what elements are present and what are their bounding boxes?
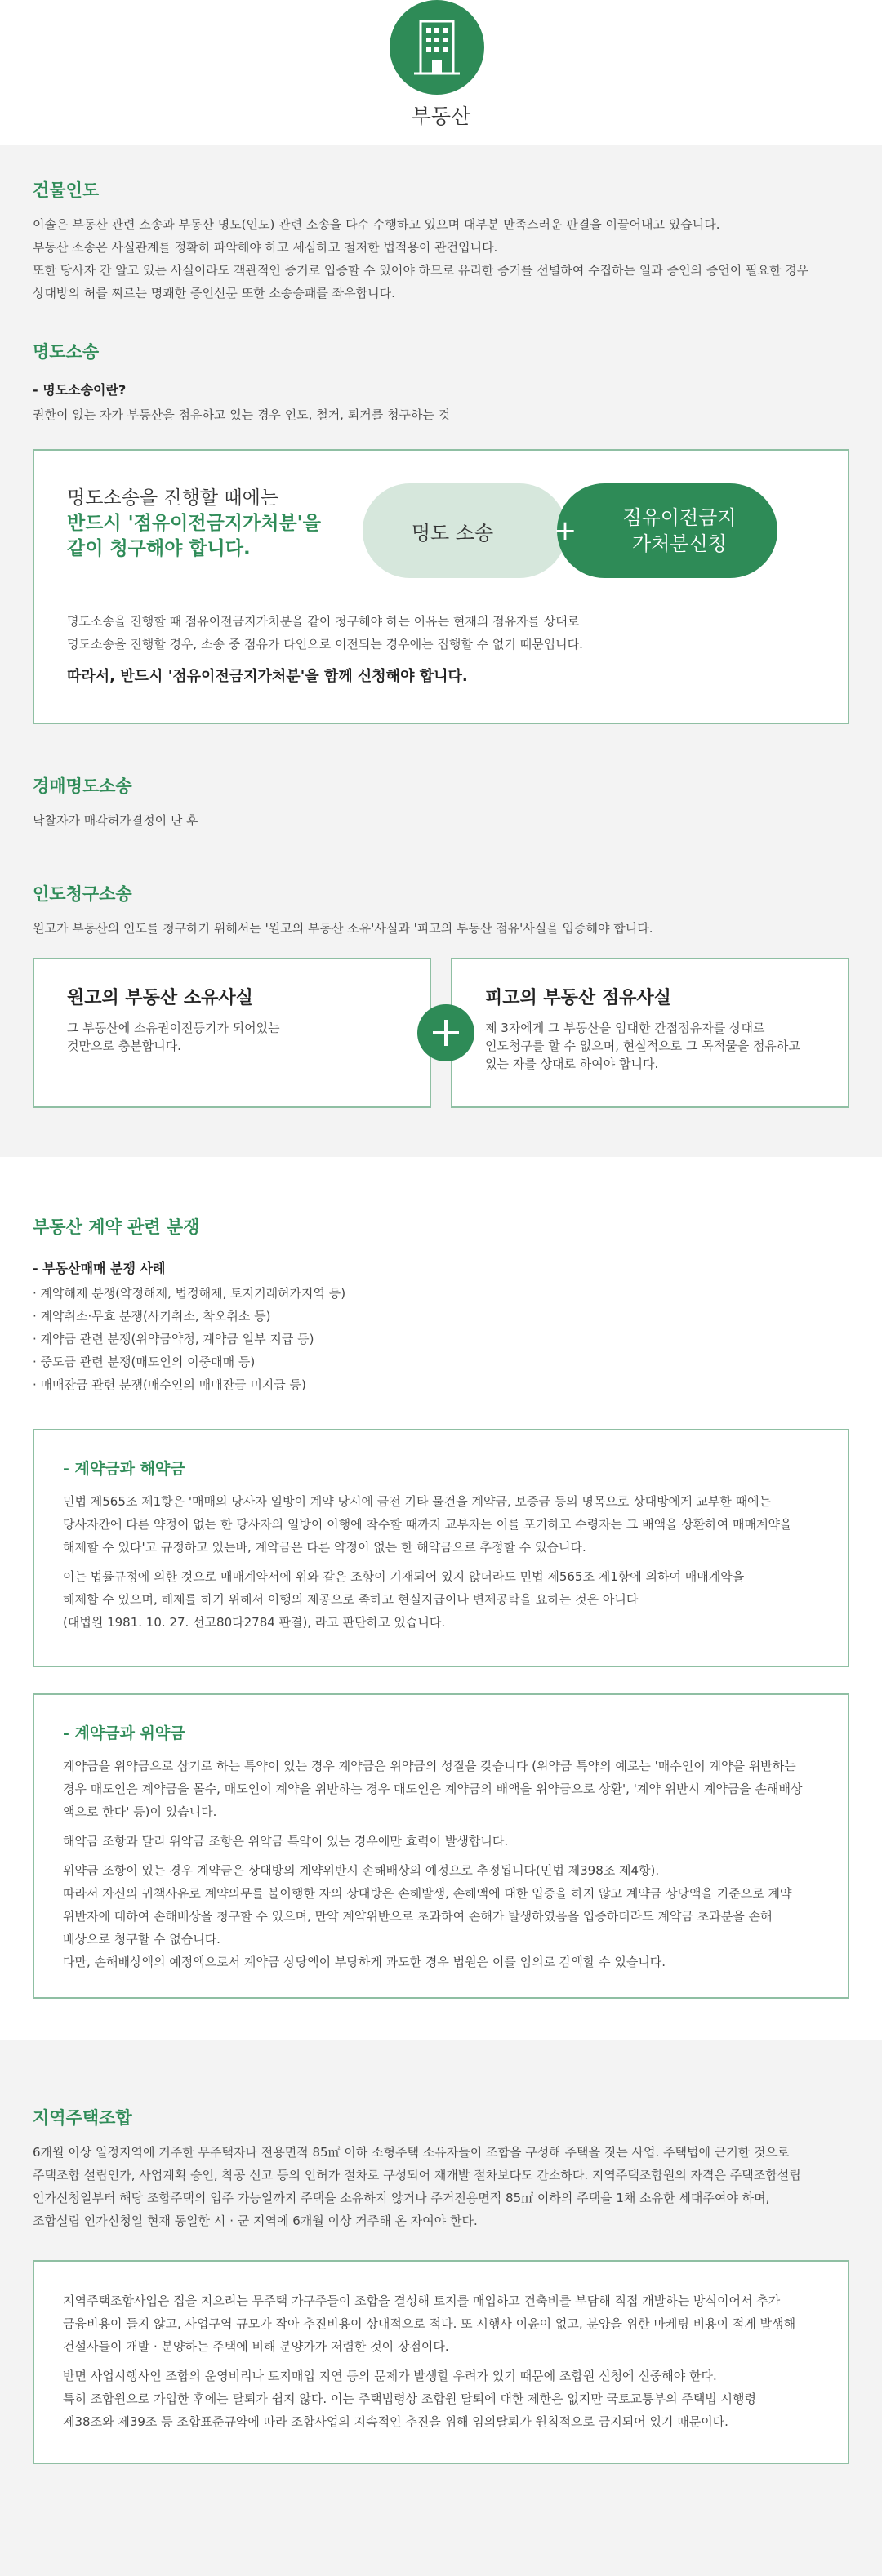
card-desc: 있는 자를 상대로 하여야 합니다. [485, 1057, 659, 1071]
heading-eviction-suit: 명도소송 [33, 342, 100, 362]
intro-line: 이솔은 부동산 관련 소송과 부동산 명도(인도) 관련 소송을 다수 수행하고 있으며 대부분 만족스러운 판결을 이끌어내고 있습니다. [33, 217, 720, 232]
pill-line: 가처분신청 [632, 532, 727, 555]
lead-line-highlight: 같이 청구해야 합니다. [67, 538, 251, 559]
text-line: (대법원 1981. 10. 27. 선고80다2784 판결), 라고 판단하고 있습니다. [63, 1615, 446, 1630]
coop-line: 조합설립 인가신청일 현재 동일한 시 · 군 지역에 6개월 이상 거주해 온 자여야 한다. [33, 2213, 478, 2228]
coop-line: 인가신청일부터 해당 조합주택의 입주 가능일까지 주택을 소유하지 않거나 주거전용면적 85㎡ 이하의 주택을 1채 소유한 세대주여야 하며, [33, 2191, 770, 2205]
sub-heading: - 부동산매매 분쟁 사례 [33, 1261, 166, 1276]
deposit-cancellation-box [33, 1429, 849, 1667]
fact-cards [33, 958, 849, 1108]
heading-delivery-claim: 인도청구소송 [33, 884, 132, 904]
text-line: 경우 매도인은 계약금을 몰수, 매도인이 계약을 위반하는 경우 매도인은 계약금의 배액을 위약금으로 상환', '계약 위반시 계약금을 손해배상 [63, 1782, 803, 1796]
injunction-pill [557, 483, 777, 578]
explanation-text [67, 610, 583, 656]
box-paragraph [63, 2365, 819, 2433]
heading-contract-disputes: 부동산 계약 관련 분쟁 [33, 1217, 200, 1237]
text-line: 당사자간에 다른 약정이 없는 한 당사자의 일방이 이행에 착수할 때까지 교부자는 이를 포기하고 수령자는 그 배액을 상환하여 매매계약을 [63, 1517, 792, 1532]
intro-line: 상대방의 허를 찌르는 명쾌한 증인신문 또한 소송승패를 좌우합니다. [33, 286, 395, 300]
box-paragraph: 해약금 조항과 달리 위약금 조항은 위약금 특약이 있는 경우에만 효력이 발생합니다. [63, 1834, 509, 1849]
box-paragraph [63, 1859, 819, 1973]
card-title: 피고의 부동산 점유사실 [485, 988, 671, 1008]
text-line: 액으로 한다' 등)이 있습니다. [63, 1804, 217, 1819]
card-desc: 인도청구를 할 수 없으며, 현실적으로 그 목적물을 점유하고 [485, 1039, 800, 1053]
card-desc: 것만으로 충분합니다. [67, 1039, 181, 1053]
text-line: 다만, 손해배상액의 예정액으로서 계약금 상당액이 부당하게 과도한 경우 법원은 이를 임의로 감액할 수 있습니다. [63, 1955, 666, 1969]
text-line: 해제할 수 있다'고 규정하고 있는바, 계약금은 다른 약정이 없는 한 해약금으로 추정할 수 있습니다. [63, 1540, 586, 1555]
list-item: · 중도금 관련 분쟁(매도인의 이중매매 등) [33, 1350, 849, 1373]
eviction-info-box [33, 449, 849, 724]
box-title: - 계약금과 해약금 [63, 1460, 185, 1478]
note-line: 명도소송을 진행할 경우, 소송 중 점유가 타인으로 이전되는 경우에는 집행할 수 없기 때문입니다. [67, 637, 583, 652]
lead-line: 명도소송을 진행할 때에는 [67, 487, 279, 509]
lead-text [67, 486, 321, 562]
text-line: 계약금을 위약금으로 삼기로 하는 특약이 있는 경우 계약금은 위약금의 성질을 갖습니다 (위약금 특약의 예로는 '매수인이 계약을 위반하는 [63, 1759, 796, 1773]
note-line: 명도소송을 진행할 때 점유이전금지가처분을 같이 청구해야 하는 이유는 현재의 점유자를 상대로 [67, 614, 580, 629]
category-badge [390, 0, 484, 95]
plus-circle-icon [417, 1004, 474, 1061]
emphasis-text: 따라서, 반드시 '점유이전금지가처분'을 함께 신청해야 합니다. [67, 668, 468, 685]
plus-icon: + [553, 514, 577, 547]
heading-housing-cooperative: 지역주택조합 [33, 2108, 132, 2128]
coop-info-box [33, 2260, 849, 2464]
card-desc: 제 3자에게 그 부동산을 임대한 간접점유자를 상대로 [485, 1021, 765, 1035]
text-line: 위약금 조항이 있는 경우 계약금은 상대방의 계약위반시 손해배상의 예정으로 추정됩니다(민법 제398조 제4항). [63, 1863, 660, 1878]
coop-line: 6개월 이상 일정지역에 거주한 무주택자나 전용면적 85㎡ 이하 소형주택 소유자들이 조합을 구성해 주택을 짓는 사업. 주택법에 근거한 것으로 [33, 2145, 790, 2160]
list-item: · 매매잔금 관련 분쟁(매수인의 매매잔금 미지급 등) [33, 1373, 849, 1396]
text-line: 특히 조합원으로 가입한 후에는 탈퇴가 쉽지 않다. 이는 주택법령상 조합원 탈퇴에 대한 제한은 없지만 국토교통부의 주택법 시행령 [63, 2391, 757, 2406]
text-line: 지역주택조합사업은 집을 지으려는 무주택 가구주들이 조합을 결성해 토지를 매입하고 건축비를 부담해 직접 개발하는 방식이어서 추가 [63, 2293, 781, 2308]
definition-text: 권한이 없는 자가 부동산을 점유하고 있는 경우 인도, 철거, 퇴거를 청구하는 것 [33, 407, 451, 422]
lead-line-highlight: 반드시 '점유이전금지가처분'을 [67, 513, 321, 534]
box-paragraph [63, 1565, 819, 1634]
eviction-suit-pill: 명도 소송 [363, 483, 567, 578]
list-item: · 계약해제 분쟁(약정해제, 법정해제, 토지거래허가지역 등) [33, 1282, 849, 1305]
card-desc: 그 부동산에 소유권이전등기가 되어있는 [67, 1021, 280, 1035]
section-housing-cooperative [0, 2040, 882, 2505]
list-item: · 계약취소·무효 분쟁(사기취소, 착오취소 등) [33, 1305, 849, 1328]
defendant-possession-card [451, 958, 849, 1108]
plaintiff-ownership-card [33, 958, 431, 1108]
delivery-claim-desc: 원고가 부동산의 인도를 청구하기 위해서는 '원고의 부동산 소유'사실과 '피고의 부동산 점유'사실을 입증해야 합니다. [33, 921, 653, 936]
text-line: 민법 제565조 제1항은 '매매의 당사자 일방이 계약 당시에 금전 기타 물건을 계약금, 보증금 등의 명목으로 상대방에게 교부한 때에는 [63, 1494, 772, 1509]
dispute-list [33, 1282, 849, 1396]
heading-auction-eviction: 경매명도소송 [33, 776, 132, 796]
box-title: - 계약금과 위약금 [63, 1724, 185, 1742]
intro-line: 또한 당사자 간 알고 있는 사실이라도 객관적인 증거로 입증할 수 있어야 하므로 유리한 증거를 선별하여 수집하는 일과 증인의 증언이 필요한 경우 [33, 263, 809, 278]
coop-line: 주택조합 설립인가, 사업계획 승인, 착공 신고 등의 인허가 절차로 구성되어 재개발 절차보다도 간소하다. 지역주택조합원의 자격은 주택조합설립 [33, 2168, 801, 2182]
deposit-penalty-box [33, 1693, 849, 1999]
page-header [0, 0, 882, 145]
intro-line: 부동산 소송은 사실관계를 정확히 파악해야 하고 세심하고 철저한 법적용이 관건입니다. [33, 240, 498, 255]
sub-heading: - 명도소송이란? [33, 382, 127, 398]
box-paragraph [63, 1755, 819, 1823]
text-line: 건설사들이 개발 · 분양하는 주택에 비해 분양가가 저렴한 것이 장점이다. [63, 2339, 449, 2354]
section-litigation [0, 145, 882, 1157]
heading-building-delivery: 건물인도 [33, 180, 100, 200]
text-line: 금융비용이 들지 않고, 사업구역 규모가 작아 추진비용이 상대적으로 적다. 또 시행사 이윤이 없고, 분양을 위한 마케팅 비용이 적게 발생해 [63, 2316, 796, 2331]
text-line: 배상으로 청구할 수 없습니다. [63, 1932, 220, 1946]
card-title: 원고의 부동산 소유사실 [67, 988, 253, 1008]
text-line: 반면 사업시행사인 조합의 운영비리나 토지매입 지연 등의 문제가 발생할 우려가 있기 때문에 조합원 신청에 신중해야 한다. [63, 2369, 717, 2383]
box-paragraph [63, 1490, 819, 1559]
section-contract-disputes [0, 1157, 882, 2040]
text-line: 제38조와 제39조 등 조합표준규약에 따라 조합사업의 지속적인 추진을 위해 임의탈퇴가 원칙적으로 금지되어 있기 때문이다. [63, 2414, 728, 2429]
auction-desc: 낙찰자가 매각허가결정이 난 후 [33, 813, 198, 828]
building-icon [414, 18, 460, 77]
pill-line: 점유이전금지 [622, 506, 737, 529]
text-line: 위반자에 대하여 손해배상을 청구할 수 있으며, 만약 계약위반으로 초과하여 손해가 발생하였음을 입증하더라도 계약금 초과분을 손해 [63, 1909, 773, 1924]
box-paragraph [63, 2289, 819, 2358]
list-item: · 계약금 관련 분쟁(위약금약정, 계약금 일부 지급 등) [33, 1328, 849, 1350]
page-title: 부동산 [411, 105, 471, 128]
text-line: 해제할 수 있으며, 해제를 하기 위해서 이행의 제공으로 족하고 현실지급이나 변제공탁을 요하는 것은 아니다 [63, 1592, 639, 1607]
text-line: 이는 법률규정에 의한 것으로 매매계약서에 위와 같은 조항이 기재되어 있지 않더라도 민법 제565조 제1항에 의하여 매매계약을 [63, 1569, 745, 1584]
text-line: 따라서 자신의 귀책사유로 계약의무를 불이행한 자의 상대방은 손해발생, 손해액에 대한 입증을 하지 않고 계약금 상당액을 기준으로 계약 [63, 1886, 792, 1901]
